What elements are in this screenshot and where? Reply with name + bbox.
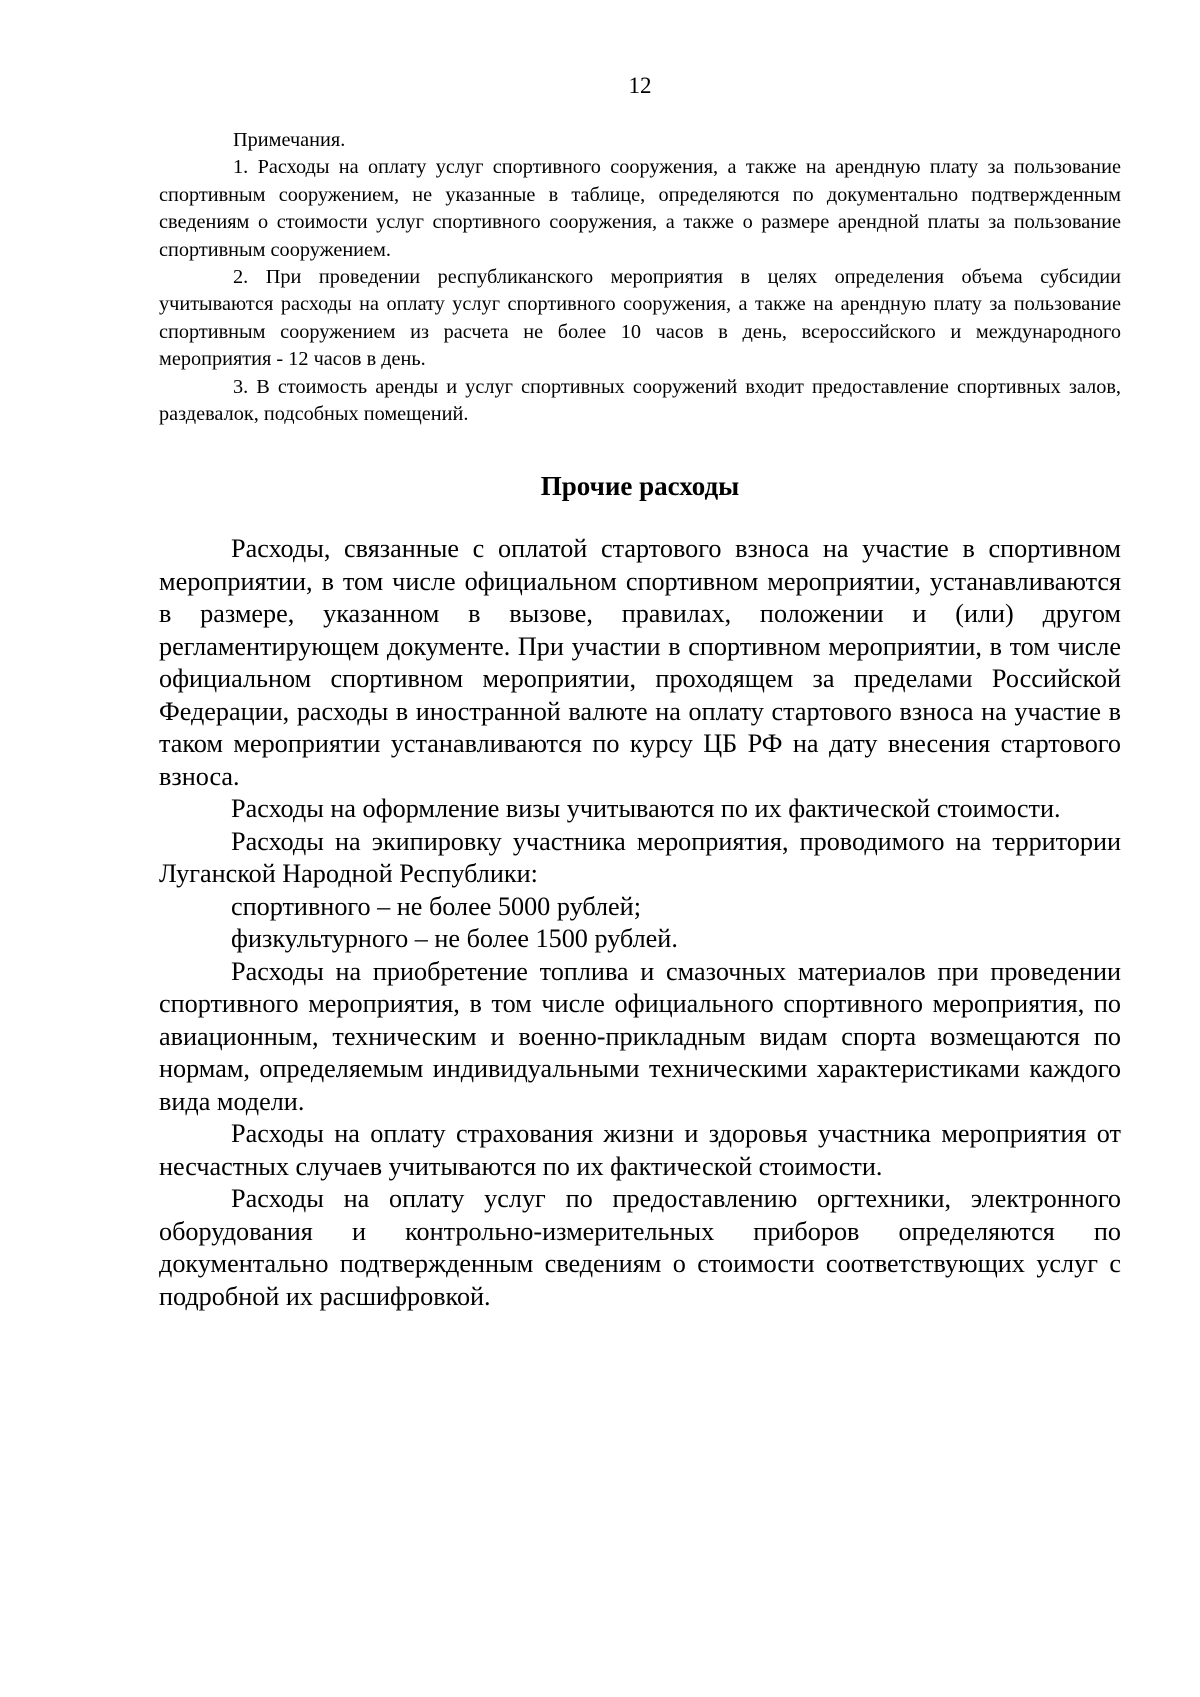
paragraph-fuel: Расходы на приобретение топлива и смазочных материалов при проведении спортивного мероприятия, в том числе официального спортивного мероприятия, по авиационным, техническим и военно-прикладным видам спорта возмещаются по нормам, определяемым индивидуальными техническими характеристиками каждого вида модели. bbox=[159, 956, 1121, 1116]
paragraph-insurance: Расходы на оплату страхования жизни и здоровья участника мероприятия от несчастных случаев учитываются по их фактической стоимости. bbox=[159, 1119, 1121, 1181]
paragraph-equipment-sport: спортивного – не более 5000 рублей; bbox=[231, 891, 641, 921]
paragraph-visa: Расходы на оформление визы учитываются по их фактической стоимости. bbox=[231, 794, 1061, 823]
notes-title: Примечания. bbox=[233, 129, 346, 151]
paragraph-equipment-fitness: физкультурного – не более 1500 рублей. bbox=[231, 924, 678, 953]
note-item-3: 3. В стоимость аренды и услуг спортивных сооружений входит предоставление спортивных залов, раздевалок, подсобных помещений. bbox=[159, 375, 1121, 426]
paragraph-start-fee: Расходы, связанные с оплатой стартового взноса на участие в спортивном мероприятии, в том числе официальном спортивном мероприятии, устанавливаются в размере, указанном в вызове, правилах, положении и (или) другом регламентирующем документе. При участии в спортивном мероприятии, в том числе официальном спортивном мероприятии, проходящем за пределами Российской Федерации, расходы в иностранной валюте на оплату стартового взноса на участие в таком мероприятии устанавливаются по курсу ЦБ РФ на дату внесения стартового взноса. bbox=[159, 534, 1121, 791]
notes-block bbox=[159, 127, 1121, 428]
page-number: 12 bbox=[628, 73, 652, 98]
section-body bbox=[159, 533, 1121, 1313]
note-item-1: 1. Расходы на оплату услуг спортивного сооружения, а также на арендную плату за пользование спортивным сооружением, не указанные в таблице, определяются по документально подтвержденным сведениям о стоимости услуг спортивного сооружения, а также о размере арендной платы за пользование спортивным сооружением. bbox=[159, 156, 1121, 261]
paragraph-equipment: Расходы на экипировку участника мероприятия, проводимого на территории Луганской Народной Республики: bbox=[159, 826, 1121, 888]
note-item-2: 2. При проведении республиканского мероприятия в целях определения объема субсидии учитываются расходы на оплату услуг спортивного сооружения, а также на арендную плату за пользование спортивным сооружением из расчета не более 10 часов в день, всероссийского и международного мероприятия - 12 часов в день. bbox=[159, 266, 1121, 371]
section-heading: Прочие расходы bbox=[540, 471, 740, 501]
paragraph-office-equipment: Расходы на оплату услуг по предоставлению оргтехники, электронного оборудования и контрольно-измерительных приборов определяются по документально подтвержденным сведениям о стоимости соответствующих услуг с подробной их расшифровкой. bbox=[159, 1184, 1121, 1311]
